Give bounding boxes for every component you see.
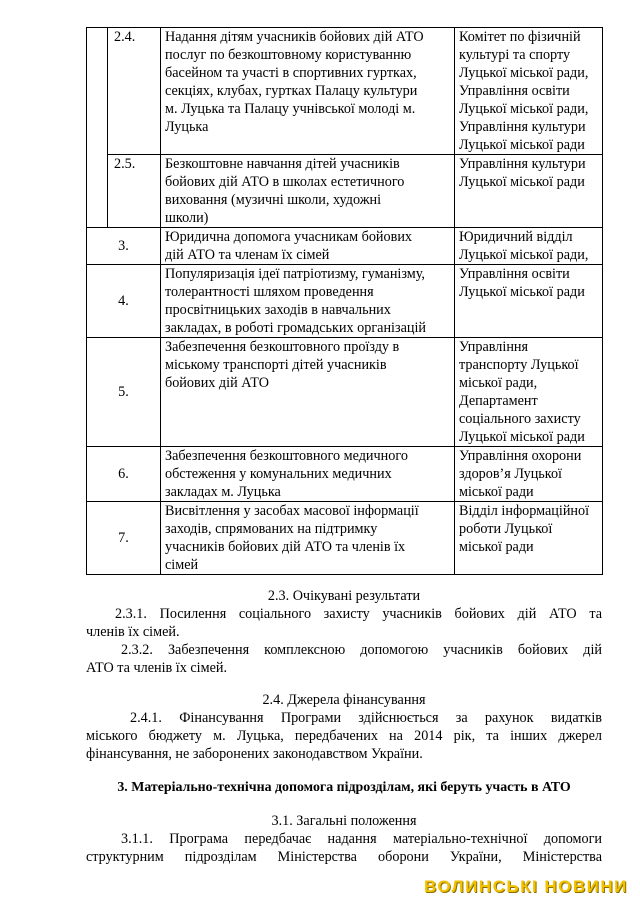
table-cell-line: соціального захисту (459, 411, 581, 427)
table-cell-line: Надання дітям учасників бойових дій АТО (165, 29, 424, 45)
table-cell-line: школи) (165, 210, 209, 226)
row-number: 4. (87, 265, 161, 338)
table-row (87, 447, 603, 502)
table-cell-line: Юридична допомога учасникам бойових (165, 229, 413, 245)
table-cell-line: Луцької міської ради, (459, 65, 589, 81)
executor-cell (455, 338, 603, 447)
table-cell-line: обстеження у комунальних медичних (165, 466, 392, 482)
paragraph-2-3-2-line-1: 2.3.2. Забезпечення комплексною допомогою учасників бойових дій (121, 642, 602, 658)
row-number: 7. (87, 502, 161, 575)
table-cell-line: міському транспорті дітей учасників (165, 357, 387, 373)
activity-cell (161, 228, 455, 265)
activity-cell (161, 28, 455, 155)
table-cell-line: послуг по безкоштовному користуванню (165, 47, 412, 63)
table-cell-line: Забезпечення безкоштовного проїзду в (165, 339, 400, 355)
table-row (87, 228, 603, 265)
table-cell-line: міської ради, (459, 375, 538, 391)
table-cell-line: Департамент (459, 393, 538, 409)
row-number: 3. (87, 228, 161, 265)
row-number: 6. (87, 447, 161, 502)
table-indent-cell (87, 155, 108, 228)
table-cell-line: заходів, спрямованих на підтримку (165, 521, 378, 537)
table-cell-line: міської ради (459, 539, 534, 555)
table-cell-line: здоров’я Луцької (459, 466, 562, 482)
table-row (87, 28, 603, 155)
table-cell-line: роботи Луцької (459, 521, 553, 537)
paragraph-3-1-1-line-2: структурним підрозділам Міністерства оборони України, Міністерства (86, 849, 602, 865)
table-cell-line: Управління культури (459, 156, 586, 172)
table-row (87, 265, 603, 338)
table-row (87, 338, 603, 447)
table-cell-line: Управління (459, 339, 529, 355)
table-cell-line: Луцької міської ради, (459, 247, 589, 263)
table-cell-line: бойових дій АТО в школах естетичного (165, 174, 405, 190)
paragraph-2-4-1-line-2: міського бюджету м. Луцька, передбачених на 2014 рік, та інших джерел (86, 728, 602, 744)
table-cell-line: Луцької міської ради (459, 137, 585, 153)
table-cell-line: сімей (165, 557, 199, 573)
table-cell-line: Висвітлення у засобах масової інформації (165, 503, 419, 519)
activity-cell (161, 447, 455, 502)
paragraph-2-4-1-line-3: фінансування, не заборонених законодавством України. (86, 746, 423, 762)
section-2-3-heading: 2.3. Очікувані результати (267, 588, 421, 604)
table-cell-line: бойових дій АТО (165, 375, 269, 391)
table-cell-line: басейном та участі в спортивних гуртках, (165, 65, 417, 81)
table-cell-line: Управління освіти (459, 83, 570, 99)
table-cell-line: дій АТО та членам їх сімей (165, 247, 330, 263)
table-cell-line: Управління освіти (459, 266, 570, 282)
row-number: 5. (87, 338, 161, 447)
table-cell-line: Забезпечення безкоштовного медичного (165, 448, 408, 464)
table-row (87, 502, 603, 575)
executor-cell (455, 228, 603, 265)
executor-cell (455, 265, 603, 338)
table-row (87, 155, 603, 228)
table-indent-cell (87, 28, 108, 155)
executor-cell (455, 502, 603, 575)
table-cell-line: транспорту Луцької (459, 357, 579, 373)
table-cell-line: закладах, в роботі громадських організацій (165, 320, 427, 336)
table-cell-line: Юридичний відділ (459, 229, 573, 245)
paragraph-3-1-1-line-1: 3.1.1. Програма передбачає надання матеріально-технічної допомоги (121, 831, 602, 847)
table-cell-line: Управління охорони (459, 448, 582, 464)
table-cell-line: міської ради (459, 484, 534, 500)
table-cell-line: Безкоштовне навчання дітей учасників (165, 156, 400, 172)
section-3-heading: 3. Матеріально-технічна допомога підрозділам, які беруть участь в АТО (117, 780, 571, 795)
table-cell-line: учасників бойових дій АТО та членів їх (165, 539, 406, 555)
program-measures-table (86, 27, 603, 575)
table-cell-line: просвітницьких заходів в навчальних (165, 302, 391, 318)
table-cell-line: культурі та спорту (459, 47, 571, 63)
executor-cell (455, 447, 603, 502)
table-cell-line: Луцької міської ради (459, 284, 585, 300)
activity-cell (161, 502, 455, 575)
table-cell-line: закладах м. Луцька (165, 484, 281, 500)
table-cell-line: виховання (музичні школи, художні (165, 192, 382, 208)
table-cell-line: толерантності шляхом проведення (165, 284, 374, 300)
table-cell-line: Комітет по фізичній (459, 29, 581, 45)
activity-cell (161, 155, 455, 228)
executor-cell (455, 155, 603, 228)
paragraph-2-3-1-line-1: 2.3.1. Посилення соціального захисту учасників бойових дій АТО та (115, 606, 602, 622)
table-cell-line: Луцької міської ради, (459, 101, 589, 117)
table-cell-line: Луцької міської ради (459, 429, 585, 445)
table-cell-line: Луцької міської ради (459, 174, 585, 190)
table-cell-line: Управління культури (459, 119, 586, 135)
section-3-1-heading: 3.1. Загальні положення (271, 813, 417, 829)
activity-cell (161, 338, 455, 447)
table-cell-line: м. Луцька та Палацу учнівської молоді м. (165, 101, 416, 117)
table-cell-line: Популяризація ідеї патріотизму, гуманізму, (165, 266, 425, 282)
table-cell-line: Відділ інформаційної (459, 503, 590, 519)
table-cell-line: Луцька (165, 119, 209, 135)
activity-cell (161, 265, 455, 338)
paragraph-2-3-1-line-2: членів їх сімей. (86, 624, 180, 640)
paragraph-2-3-2-line-2: АТО та членів їх сімей. (86, 660, 228, 676)
table-cell-line: секціях, клубах, гуртках Палацу культури (165, 83, 418, 99)
paragraph-2-4-1-line-1: 2.4.1. Фінансування Програми здійснюється за рахунок видатків (130, 710, 602, 726)
row-number: 2.4. (108, 28, 161, 155)
section-2-4-heading: 2.4. Джерела фінансування (262, 692, 426, 708)
watermark-logo: ВОЛИНСЬКІ НОВИНИ (424, 877, 628, 896)
row-number: 2.5. (108, 155, 161, 228)
executor-cell (455, 28, 603, 155)
